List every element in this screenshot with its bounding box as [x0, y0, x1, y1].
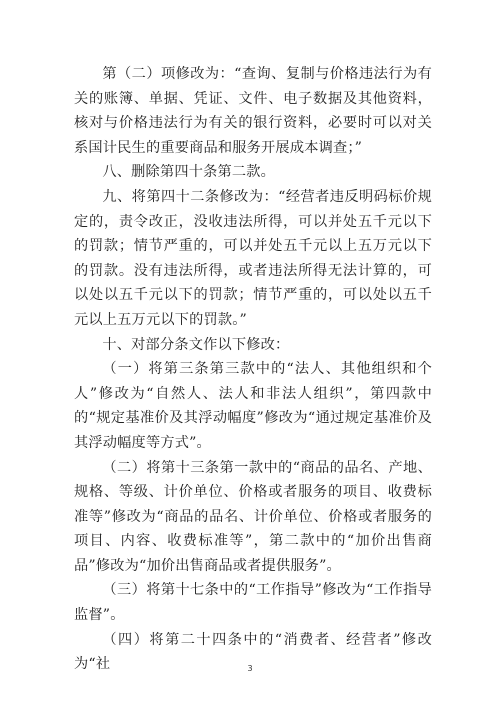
document-body [74, 62, 432, 677]
paragraph-amendment-2: （二）将第十三条第一款中的“商品的品名、产地、规格、等级、计价单位、价格或者服务的项目、收费标准等”修改为“商品的品名、计价单位、价格或者服务的项目、内容、收费标准等”，第二款中的“加价出售商品”修改为“加价出售商品或者提供服务”。 [74, 459, 432, 574]
page-number: 3 [247, 664, 253, 673]
paragraph-amendment-1: （一）将第三条第三款中的“法人、其他组织和个人”修改为“自然人、法人和非法人组织”，第四款中的“规定基准价及其浮动幅度”修改为“通过规定基准价及其浮动幅度等方式”。 [74, 361, 432, 451]
paragraph-amendment-4: （四）将第二十四条中的“消费者、经营者”修改为“社 [74, 631, 432, 673]
paragraph-article-8: 八、删除第四十条第二款。 [102, 164, 276, 181]
paragraph-item-2-revision: 第（二）项修改为：“查询、复制与价格违法行为有关的账簿、单据、凭证、文件、电子数据及其他资料，核对与价格违法行为有关的银行资料，必要时可以对关系国计民生的重要商品和服务开展成本调查；” [74, 66, 432, 156]
paragraph-article-9: 九、将第四十二条修改为：“经营者违反明码标价规定的，责令改正，没收违法所得，可以并处五千元以下的罚款；情节严重的，可以并处五千元以上五万元以下的罚款。没有违法所得，或者违法所得无法计算的，可以处以五千元以下的罚款；情节严重的，可以处以五千元以上五万元以下的罚款。” [74, 188, 432, 328]
paragraph-amendment-3: （三）将第十七条中的“工作指导”修改为“工作指导监督”。 [74, 582, 432, 624]
paragraph-article-10: 十、对部分条文作以下修改： [102, 336, 290, 353]
